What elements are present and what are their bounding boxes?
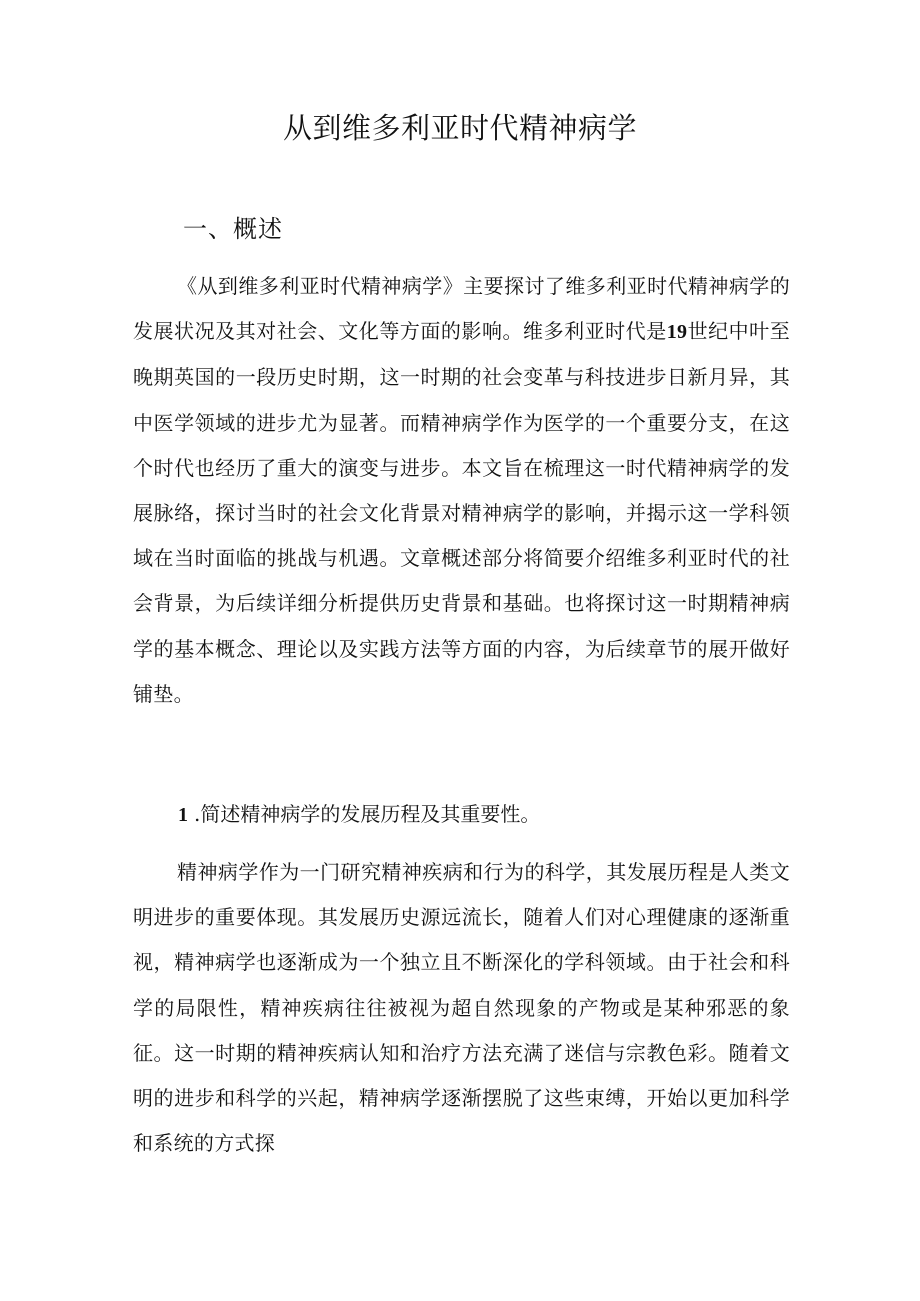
section-heading-overview: 一、概述 — [183, 215, 283, 243]
century-number: 19 — [666, 321, 688, 344]
subsection-heading-text: .简述精神病学的发展历程及其重要性。 — [194, 802, 541, 826]
subsection-heading — [178, 797, 540, 832]
subsection-number: 1 — [178, 804, 188, 826]
document-title: 从到维多利亚时代精神病学 — [282, 111, 637, 145]
overview-paragraph — [133, 264, 790, 717]
overview-paragraph-part-b: 世纪中叶至晚期英国的一段历史时期，这一时期的社会变革与科技进步日新月异，其中医学领域的进步尤为显著。而精神病学作为医学的一个重要分支，在这个时代也经历了重大的演变与进步。本文旨在梳理这一时代精神病学的发展脉络，探讨当时的社会文化背景对精神病学的影响，并揭示这一学科领域在当时面临的挑战与机遇。文章概述部分将简要介绍维多利亚时代的社会背景，为后续详细分析提供历史背景和基础。也将探讨这一时期精神病学的基本概念、理论以及实践方法等方面的内容，为后续章节的展开做好铺垫。 — [133, 319, 791, 706]
overview-paragraph-part-a: 《从到维多利亚时代精神病学》主要探讨了维多利亚时代精神病学的发展状况及其对社会、文化等方面的影响。维多利亚时代是 — [133, 274, 790, 344]
history-paragraph: 精神病学作为一门研究精神疾病和行为的科学，其发展历程是人类文明进步的重要体现。其发展历史源远流长，随着人们对心理健康的逐渐重视，精神病学也逐渐成为一个独立且不断深化的学科领域。由于社会和科学的局限性，精神疾病往往被视为超自然现象的产物或是某种邪恶的象征。这一时期的精神疾病认知和治疗方法充满了迷信与宗教色彩。随着文明的进步和科学的兴起，精神病学逐渐摆脱了这些束缚，开始以更加科学和系统的方式探 — [133, 860, 790, 1156]
